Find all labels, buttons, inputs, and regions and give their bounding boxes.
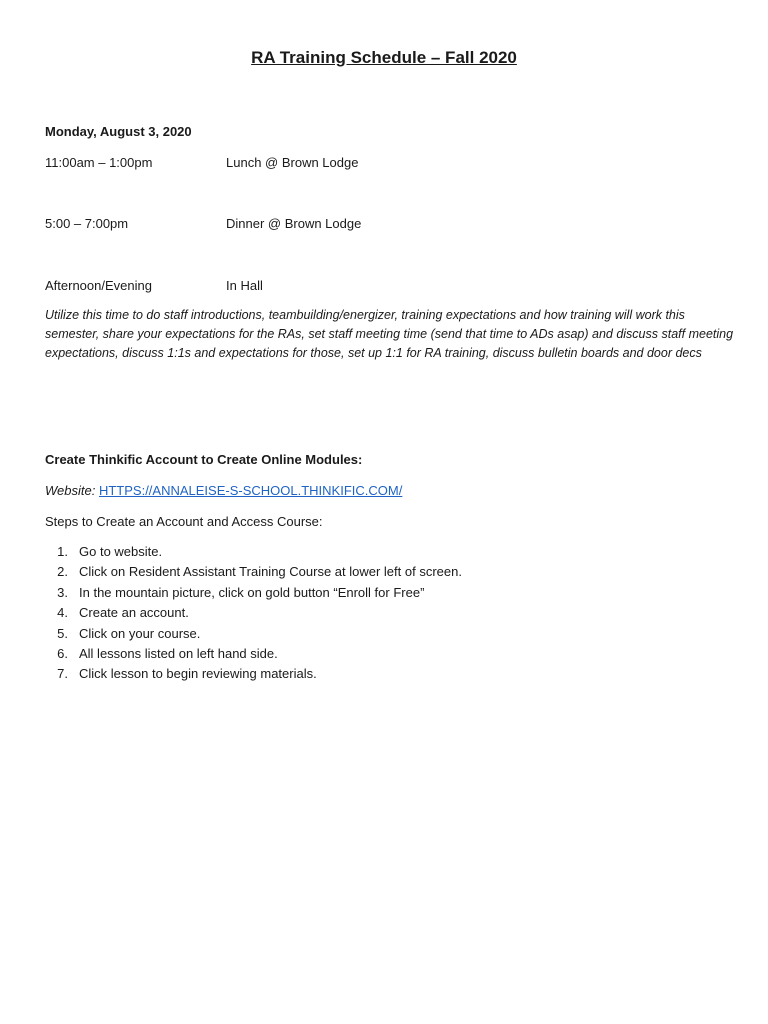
list-item	[45, 604, 462, 624]
schedule-event-1: Lunch @ Brown Lodge	[226, 155, 359, 170]
step-number: 4.	[57, 605, 68, 621]
schedule-time-1: 11:00am – 1:00pm	[45, 155, 153, 170]
list-item	[45, 625, 462, 645]
thinkific-heading: Create Thinkific Account to Create Online Modules:	[45, 452, 363, 467]
website-line	[45, 482, 402, 500]
steps-heading: Steps to Create an Account and Access Course:	[45, 514, 323, 529]
list-item	[45, 645, 462, 665]
step-text: Click lesson to begin reviewing materials.	[79, 666, 317, 682]
list-item	[45, 563, 462, 583]
step-number: 3.	[57, 584, 68, 600]
schedule-time-3: Afternoon/Evening	[45, 278, 152, 293]
date-heading: Monday, August 3, 2020	[45, 124, 192, 139]
page-title: RA Training Schedule – Fall 2020	[251, 48, 517, 67]
step-text: All lessons listed on left hand side.	[79, 645, 278, 661]
website-label: Website:	[45, 483, 96, 498]
website-link[interactable]: HTTPS://ANNALEISE-S-SCHOOL.THINKIFIC.COM/	[98, 483, 403, 498]
schedule-event-2: Dinner @ Brown Lodge	[226, 216, 362, 231]
schedule-time-2: 5:00 – 7:00pm	[45, 216, 129, 231]
step-number: 5.	[57, 625, 68, 641]
list-item	[45, 543, 462, 563]
description-paragraph: Utilize this time to do staff introductions, teambuilding/energizer, training expectations and how training will work this semester, share your expectations for the RAs, set staff meeting time (send that time to ADs asap) and discuss staff meeting expectations, discuss 1:1s and expectations for those, set up 1:1 for RA training, discuss bulletin boards and door decs	[45, 308, 734, 360]
step-number: 6.	[57, 645, 68, 661]
step-text: Create an account.	[79, 605, 189, 621]
step-text: Go to website.	[79, 544, 163, 559]
step-number: 1.	[57, 544, 68, 559]
step-number: 2.	[57, 564, 68, 580]
step-text: In the mountain picture, click on gold button “Enroll for Free”	[79, 584, 425, 600]
list-item	[45, 665, 462, 685]
steps-list	[45, 543, 462, 686]
list-item	[45, 584, 462, 604]
step-number: 7.	[57, 666, 68, 682]
schedule-event-3: In Hall	[226, 278, 263, 293]
step-text: Click on your course.	[79, 625, 201, 641]
step-text: Click on Resident Assistant Training Course at lower left of screen.	[79, 564, 462, 580]
